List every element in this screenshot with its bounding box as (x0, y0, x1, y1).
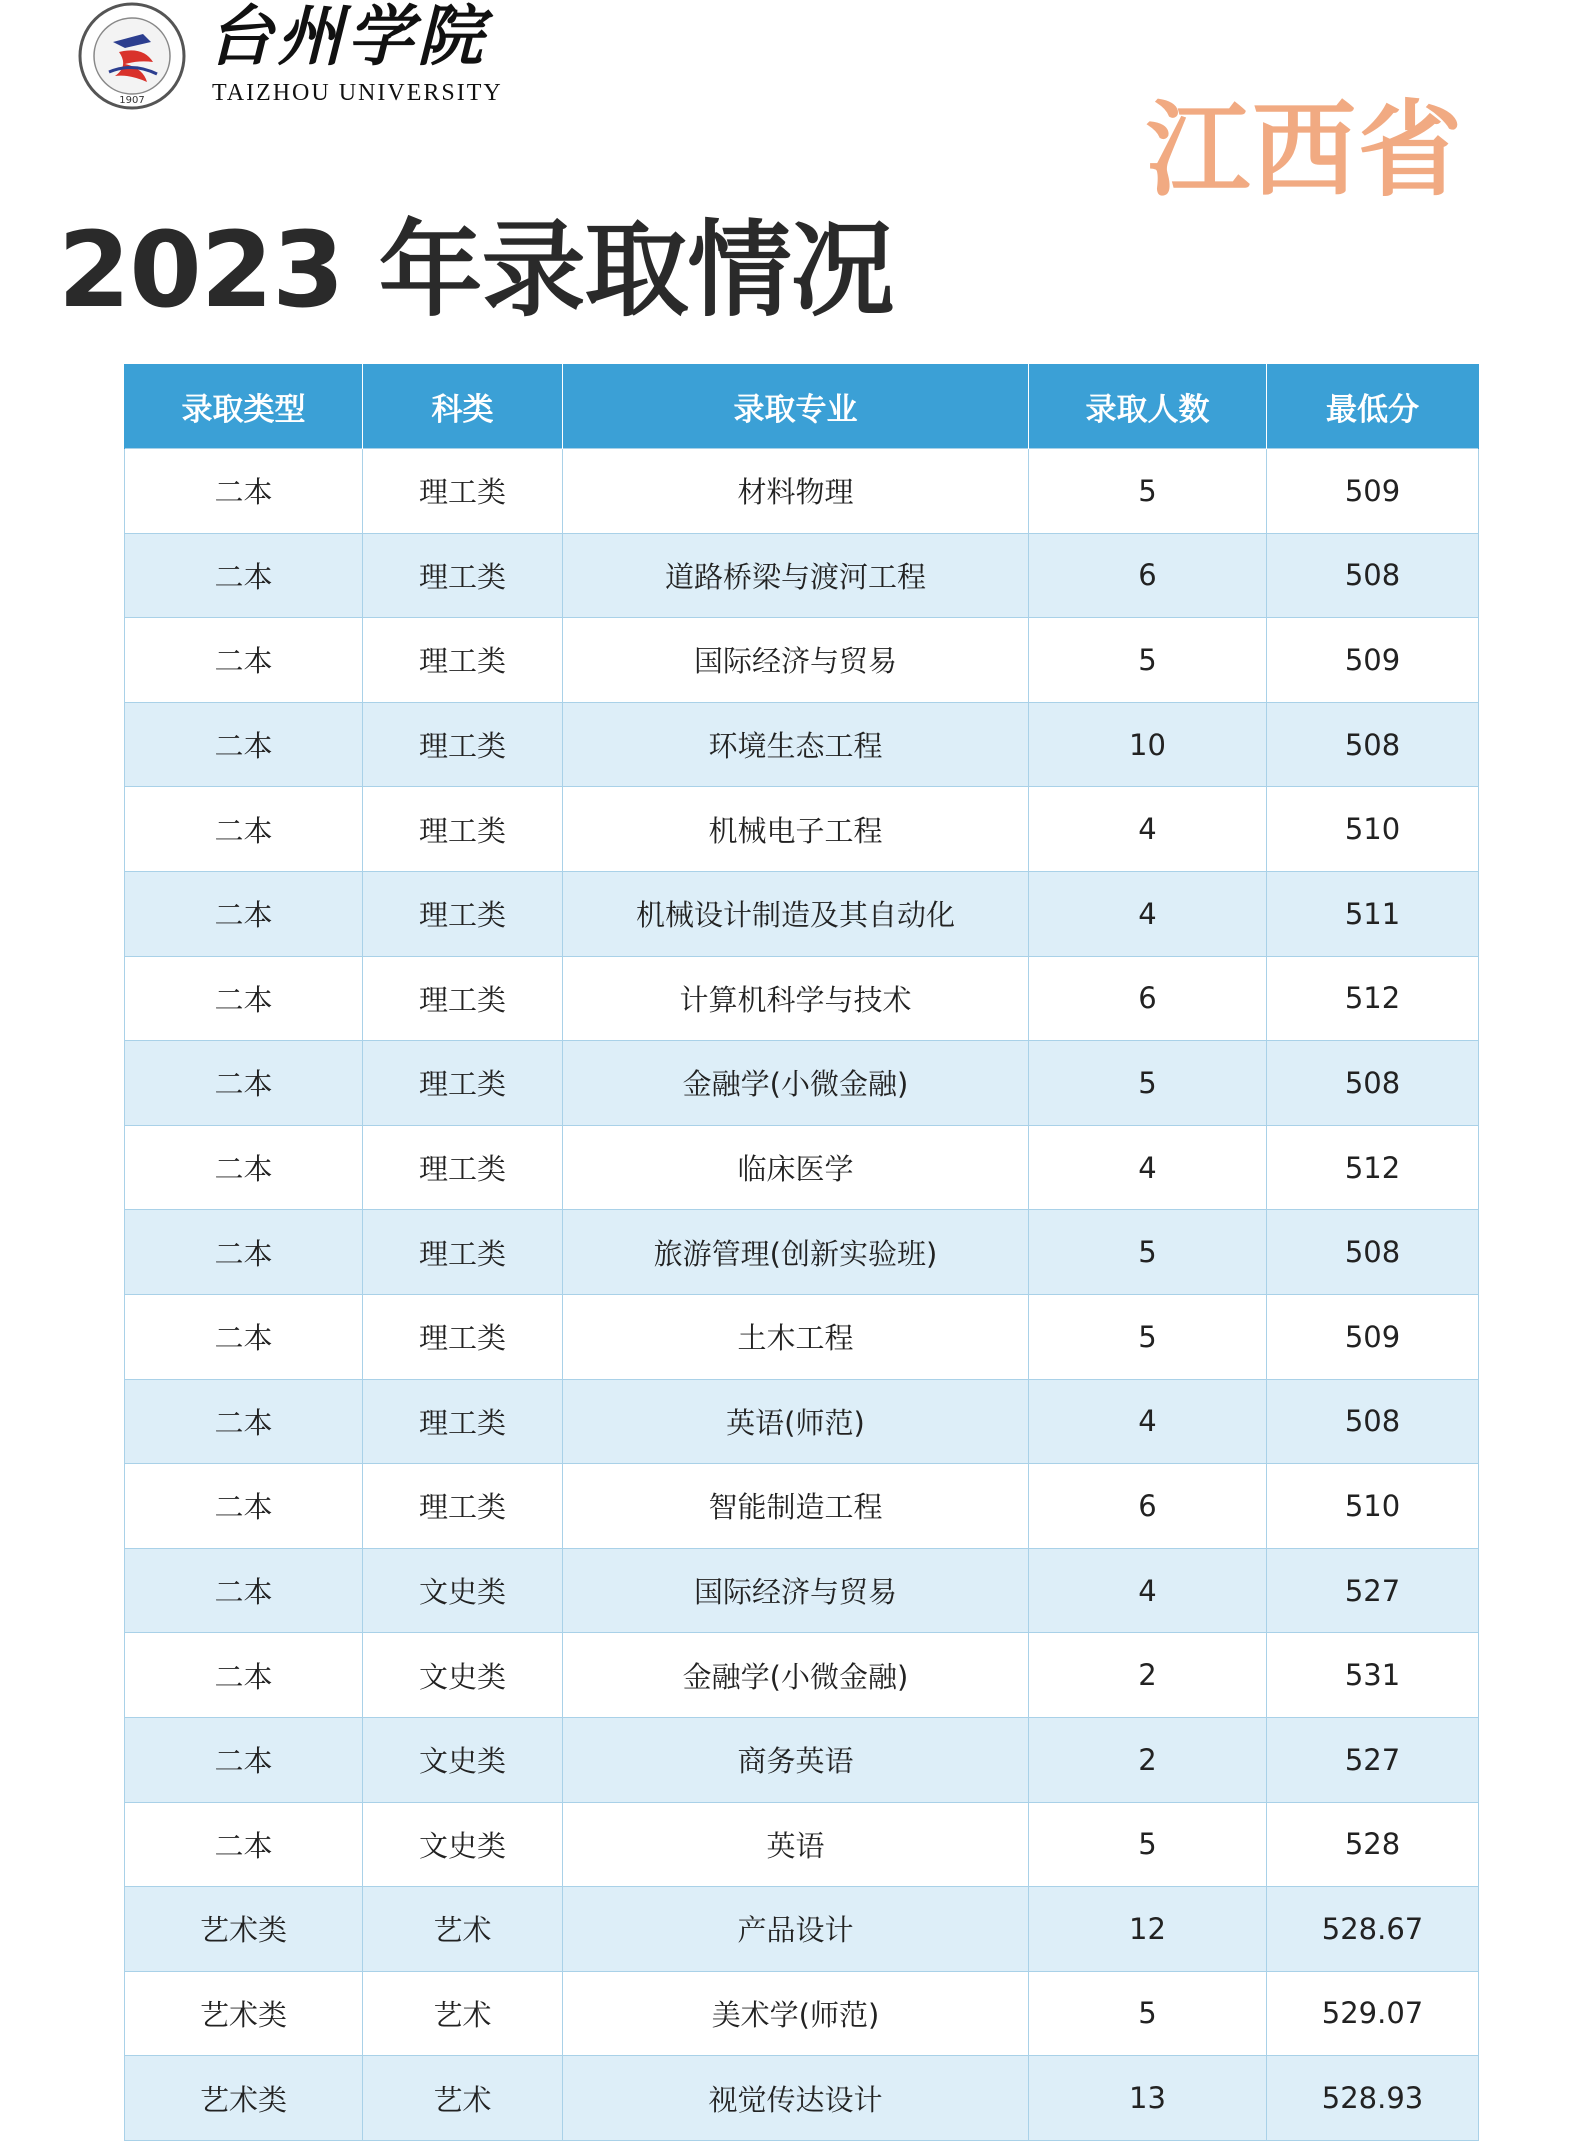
cell-min-score: 509 (1267, 1294, 1479, 1379)
cell-admission-type: 艺术类 (125, 2056, 363, 2141)
cell-category: 理工类 (363, 787, 563, 872)
cell-enrolled-count: 6 (1029, 956, 1267, 1041)
cell-admission-type: 二本 (125, 871, 363, 956)
cell-admission-type: 二本 (125, 1294, 363, 1379)
cell-min-score: 512 (1267, 1125, 1479, 1210)
cell-admission-type: 艺术类 (125, 1887, 363, 1972)
logo-english-name: TAIZHOU UNIVERSITY (212, 80, 503, 106)
cell-admission-type: 二本 (125, 1548, 363, 1633)
cell-min-score: 510 (1267, 1464, 1479, 1549)
cell-major: 产品设计 (563, 1887, 1029, 1972)
cell-min-score: 508 (1267, 533, 1479, 618)
cell-enrolled-count: 5 (1029, 1802, 1267, 1887)
cell-min-score: 528 (1267, 1802, 1479, 1887)
cell-enrolled-count: 5 (1029, 1041, 1267, 1126)
cell-major: 金融学(小微金融) (563, 1041, 1029, 1126)
cell-min-score: 508 (1267, 702, 1479, 787)
cell-admission-type: 二本 (125, 449, 363, 534)
cell-major: 美术学(师范) (563, 1971, 1029, 2056)
table-row (125, 702, 1479, 787)
cell-admission-type: 二本 (125, 1633, 363, 1718)
cell-category: 艺术 (363, 1971, 563, 2056)
cell-admission-type: 二本 (125, 702, 363, 787)
cell-major: 机械设计制造及其自动化 (563, 871, 1029, 956)
cell-enrolled-count: 2 (1029, 1633, 1267, 1718)
cell-admission-type: 二本 (125, 787, 363, 872)
column-header-min-score: 最低分 (1267, 364, 1479, 449)
table-row (125, 618, 1479, 703)
university-emblem-icon (73, 2, 191, 110)
cell-category: 理工类 (363, 449, 563, 534)
column-header-category: 科类 (363, 364, 563, 449)
cell-admission-type: 二本 (125, 1717, 363, 1802)
cell-enrolled-count: 4 (1029, 1125, 1267, 1210)
cell-major: 智能制造工程 (563, 1464, 1029, 1549)
cell-category: 理工类 (363, 871, 563, 956)
cell-enrolled-count: 5 (1029, 1294, 1267, 1379)
cell-min-score: 508 (1267, 1379, 1479, 1464)
cell-category: 文史类 (363, 1802, 563, 1887)
cell-category: 文史类 (363, 1633, 563, 1718)
cell-category: 文史类 (363, 1548, 563, 1633)
cell-admission-type: 二本 (125, 1041, 363, 1126)
cell-major: 金融学(小微金融) (563, 1633, 1029, 1718)
cell-major: 旅游管理(创新实验班) (563, 1210, 1029, 1295)
table-row (125, 1041, 1479, 1126)
cell-category: 艺术 (363, 2056, 563, 2141)
cell-major: 道路桥梁与渡河工程 (563, 533, 1029, 618)
table-row (125, 1717, 1479, 1802)
cell-min-score: 529.07 (1267, 1971, 1479, 2056)
cell-admission-type: 二本 (125, 1210, 363, 1295)
cell-admission-type: 二本 (125, 618, 363, 703)
table-row (125, 1464, 1479, 1549)
cell-enrolled-count: 6 (1029, 533, 1267, 618)
cell-min-score: 528.93 (1267, 2056, 1479, 2141)
cell-category: 理工类 (363, 702, 563, 787)
cell-admission-type: 二本 (125, 1802, 363, 1887)
cell-enrolled-count: 4 (1029, 787, 1267, 872)
cell-min-score: 510 (1267, 787, 1479, 872)
cell-major: 英语(师范) (563, 1379, 1029, 1464)
cell-category: 理工类 (363, 1379, 563, 1464)
cell-min-score: 509 (1267, 449, 1479, 534)
cell-enrolled-count: 2 (1029, 1717, 1267, 1802)
cell-min-score: 531 (1267, 1633, 1479, 1718)
cell-major: 视觉传达设计 (563, 2056, 1029, 2141)
cell-major: 国际经济与贸易 (563, 618, 1029, 703)
cell-major: 临床医学 (563, 1125, 1029, 1210)
cell-category: 理工类 (363, 1125, 563, 1210)
table-row (125, 2056, 1479, 2141)
column-header-major: 录取专业 (563, 364, 1029, 449)
cell-enrolled-count: 4 (1029, 1548, 1267, 1633)
cell-enrolled-count: 12 (1029, 1887, 1267, 1972)
cell-major: 机械电子工程 (563, 787, 1029, 872)
cell-enrolled-count: 5 (1029, 618, 1267, 703)
cell-min-score: 528.67 (1267, 1887, 1479, 1972)
emblem-year: 1907 (119, 95, 145, 106)
cell-major: 英语 (563, 1802, 1029, 1887)
cell-major: 商务英语 (563, 1717, 1029, 1802)
cell-admission-type: 二本 (125, 533, 363, 618)
table-row (125, 1548, 1479, 1633)
cell-major: 计算机科学与技术 (563, 956, 1029, 1041)
admission-table (124, 364, 1479, 2141)
cell-admission-type: 二本 (125, 956, 363, 1041)
cell-major: 材料物理 (563, 449, 1029, 534)
cell-min-score: 508 (1267, 1041, 1479, 1126)
table-row (125, 787, 1479, 872)
cell-min-score: 512 (1267, 956, 1479, 1041)
cell-enrolled-count: 5 (1029, 1971, 1267, 2056)
cell-min-score: 527 (1267, 1548, 1479, 1633)
column-header-admission-type: 录取类型 (125, 364, 363, 449)
table-row (125, 1802, 1479, 1887)
cell-category: 文史类 (363, 1717, 563, 1802)
cell-admission-type: 二本 (125, 1379, 363, 1464)
cell-admission-type: 二本 (125, 1464, 363, 1549)
cell-major: 土木工程 (563, 1294, 1029, 1379)
cell-category: 理工类 (363, 1294, 563, 1379)
cell-min-score: 508 (1267, 1210, 1479, 1295)
table-header-row (125, 364, 1479, 449)
table-row (125, 871, 1479, 956)
cell-major: 环境生态工程 (563, 702, 1029, 787)
cell-min-score: 511 (1267, 871, 1479, 956)
cell-min-score: 509 (1267, 618, 1479, 703)
table-row (125, 956, 1479, 1041)
cell-enrolled-count: 6 (1029, 1464, 1267, 1549)
table-row (125, 449, 1479, 534)
table-row (125, 1887, 1479, 1972)
table-row (125, 1633, 1479, 1718)
cell-category: 理工类 (363, 1464, 563, 1549)
cell-category: 理工类 (363, 618, 563, 703)
cell-enrolled-count: 13 (1029, 2056, 1267, 2141)
cell-category: 理工类 (363, 1041, 563, 1126)
cell-category: 理工类 (363, 1210, 563, 1295)
table-row (125, 1971, 1479, 2056)
cell-enrolled-count: 10 (1029, 702, 1267, 787)
cell-category: 理工类 (363, 533, 563, 618)
province-label: 江西省 (1146, 89, 1465, 211)
table-row (125, 533, 1479, 618)
column-header-enrolled-count: 录取人数 (1029, 364, 1267, 449)
cell-enrolled-count: 4 (1029, 1379, 1267, 1464)
cell-enrolled-count: 5 (1029, 449, 1267, 534)
logo-chinese-name: 台州学院 (207, 0, 487, 75)
cell-admission-type: 二本 (125, 1125, 363, 1210)
cell-category: 艺术 (363, 1887, 563, 1972)
table-body (125, 449, 1479, 2141)
cell-min-score: 527 (1267, 1717, 1479, 1802)
table-row (125, 1210, 1479, 1295)
cell-category: 理工类 (363, 956, 563, 1041)
table-row (125, 1125, 1479, 1210)
cell-enrolled-count: 4 (1029, 871, 1267, 956)
cell-enrolled-count: 5 (1029, 1210, 1267, 1295)
page-title: 2023 年录取情况 (58, 209, 894, 331)
cell-admission-type: 艺术类 (125, 1971, 363, 2056)
table-row (125, 1379, 1479, 1464)
cell-major: 国际经济与贸易 (563, 1548, 1029, 1633)
table-row (125, 1294, 1479, 1379)
